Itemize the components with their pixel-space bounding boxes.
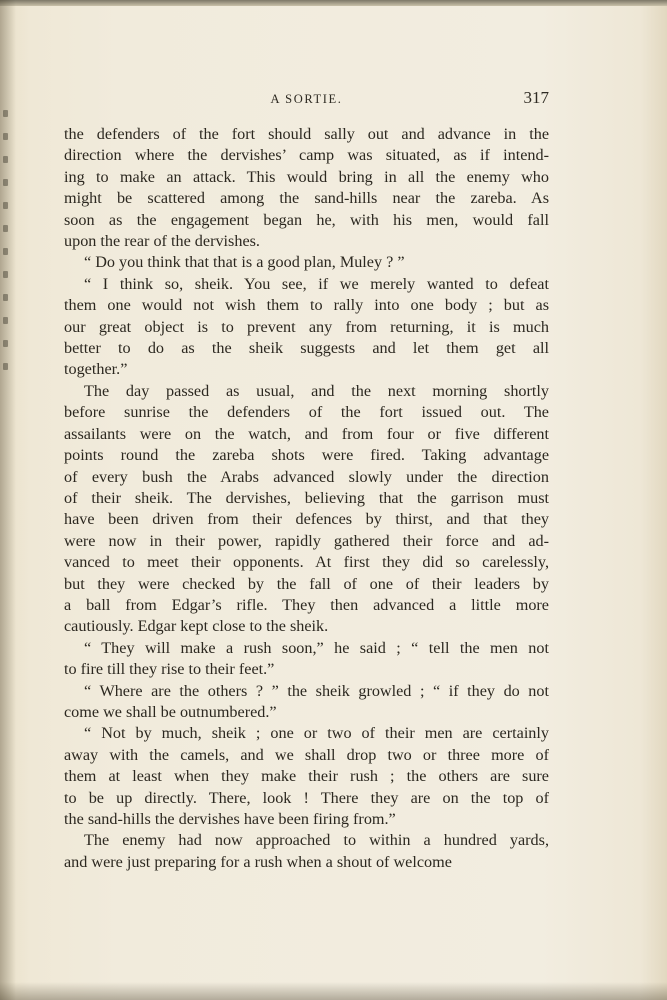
- text-line: might be scattered among the sand-hills near the zareba. As: [64, 189, 549, 208]
- text-line: to fire till they rise to their feet.”: [64, 660, 275, 679]
- text-line: “ They will make a rush soon,” he said ; “ tell the men not: [84, 638, 549, 657]
- text-line: have been driven from their defences by thirst, and that they: [64, 510, 549, 529]
- text-line: and were just preparing for a rush when a shout of welcome: [64, 852, 452, 871]
- page-number: 317: [523, 88, 549, 107]
- text-line: upon the rear of the dervishes.: [64, 232, 260, 251]
- text-line: to be up directly. There, look ! There they are on the top of: [64, 788, 549, 807]
- text-line: soon as the engagement began he, with his men, would fall: [64, 210, 549, 229]
- text-line: The enemy had now approached to within a hundred yards,: [84, 831, 549, 850]
- text-line: “ Do you think that that is a good plan, Muley ? ”: [84, 253, 405, 272]
- text-line: vanced to meet their opponents. At first they did so carelessly,: [64, 553, 549, 572]
- text-line: “ Not by much, sheik ; one or two of their men are certainly: [84, 724, 549, 743]
- text-line: assailants were on the watch, and from four or five different: [64, 424, 549, 443]
- text-line: together.”: [64, 360, 128, 379]
- text-line: ing to make an attack. This would bring in all the enemy who: [64, 167, 549, 186]
- text-line: our great object is to prevent any from returning, it is much: [64, 317, 549, 336]
- text-line: The day passed as usual, and the next morning shortly: [84, 381, 549, 400]
- text-line: of their sheik. The dervishes, believing that the garrison must: [64, 488, 549, 507]
- text-line: points round the zareba shots were fired. Taking advantage: [64, 446, 549, 465]
- page-bottom-edge: [0, 982, 667, 1000]
- text-line: “ Where are the others ? ” the sheik growled ; “ if they do not: [84, 681, 549, 700]
- text-line: them at least when they make their rush ; the others are sure: [64, 767, 549, 786]
- text-line: them one would not wish them to rally into one body ; but as: [64, 296, 549, 315]
- text-line: before sunrise the defenders of the fort issued out. The: [64, 403, 549, 422]
- text-line: direction where the dervishes’ camp was situated, as if intend-: [64, 146, 549, 165]
- text-line: “ I think so, sheik. You see, if we merely wanted to defeat: [84, 274, 549, 293]
- text-line: were now in their power, rapidly gathered their force and ad-: [64, 531, 549, 550]
- text-line: of every bush the Arabs advanced slowly under the direction: [64, 467, 549, 486]
- page-top-edge: [0, 0, 667, 6]
- text-line: better to do as the sheik suggests and let them get all: [64, 339, 549, 358]
- running-head-title: A SORTIE.: [270, 92, 343, 106]
- text-line: the sand-hills the dervishes have been firing from.”: [64, 810, 396, 828]
- text-line: but they were checked by the fall of one of their leaders by: [64, 574, 549, 593]
- text-line: a ball from Edgar’s rifle. They then advanced a little more: [64, 595, 549, 614]
- text-line: cautiously. Edgar kept close to the sheik.: [64, 617, 329, 636]
- running-head: [64, 88, 549, 112]
- body-text: [64, 124, 549, 873]
- text-line: come we shall be outnumbered.”: [64, 702, 277, 721]
- text-line: away with the camels, and we shall drop two or three more of: [64, 745, 549, 764]
- facing-page-bleed-marks: [1, 110, 11, 410]
- text-line: the defenders of the fort should sally out and advance in the: [64, 125, 549, 143]
